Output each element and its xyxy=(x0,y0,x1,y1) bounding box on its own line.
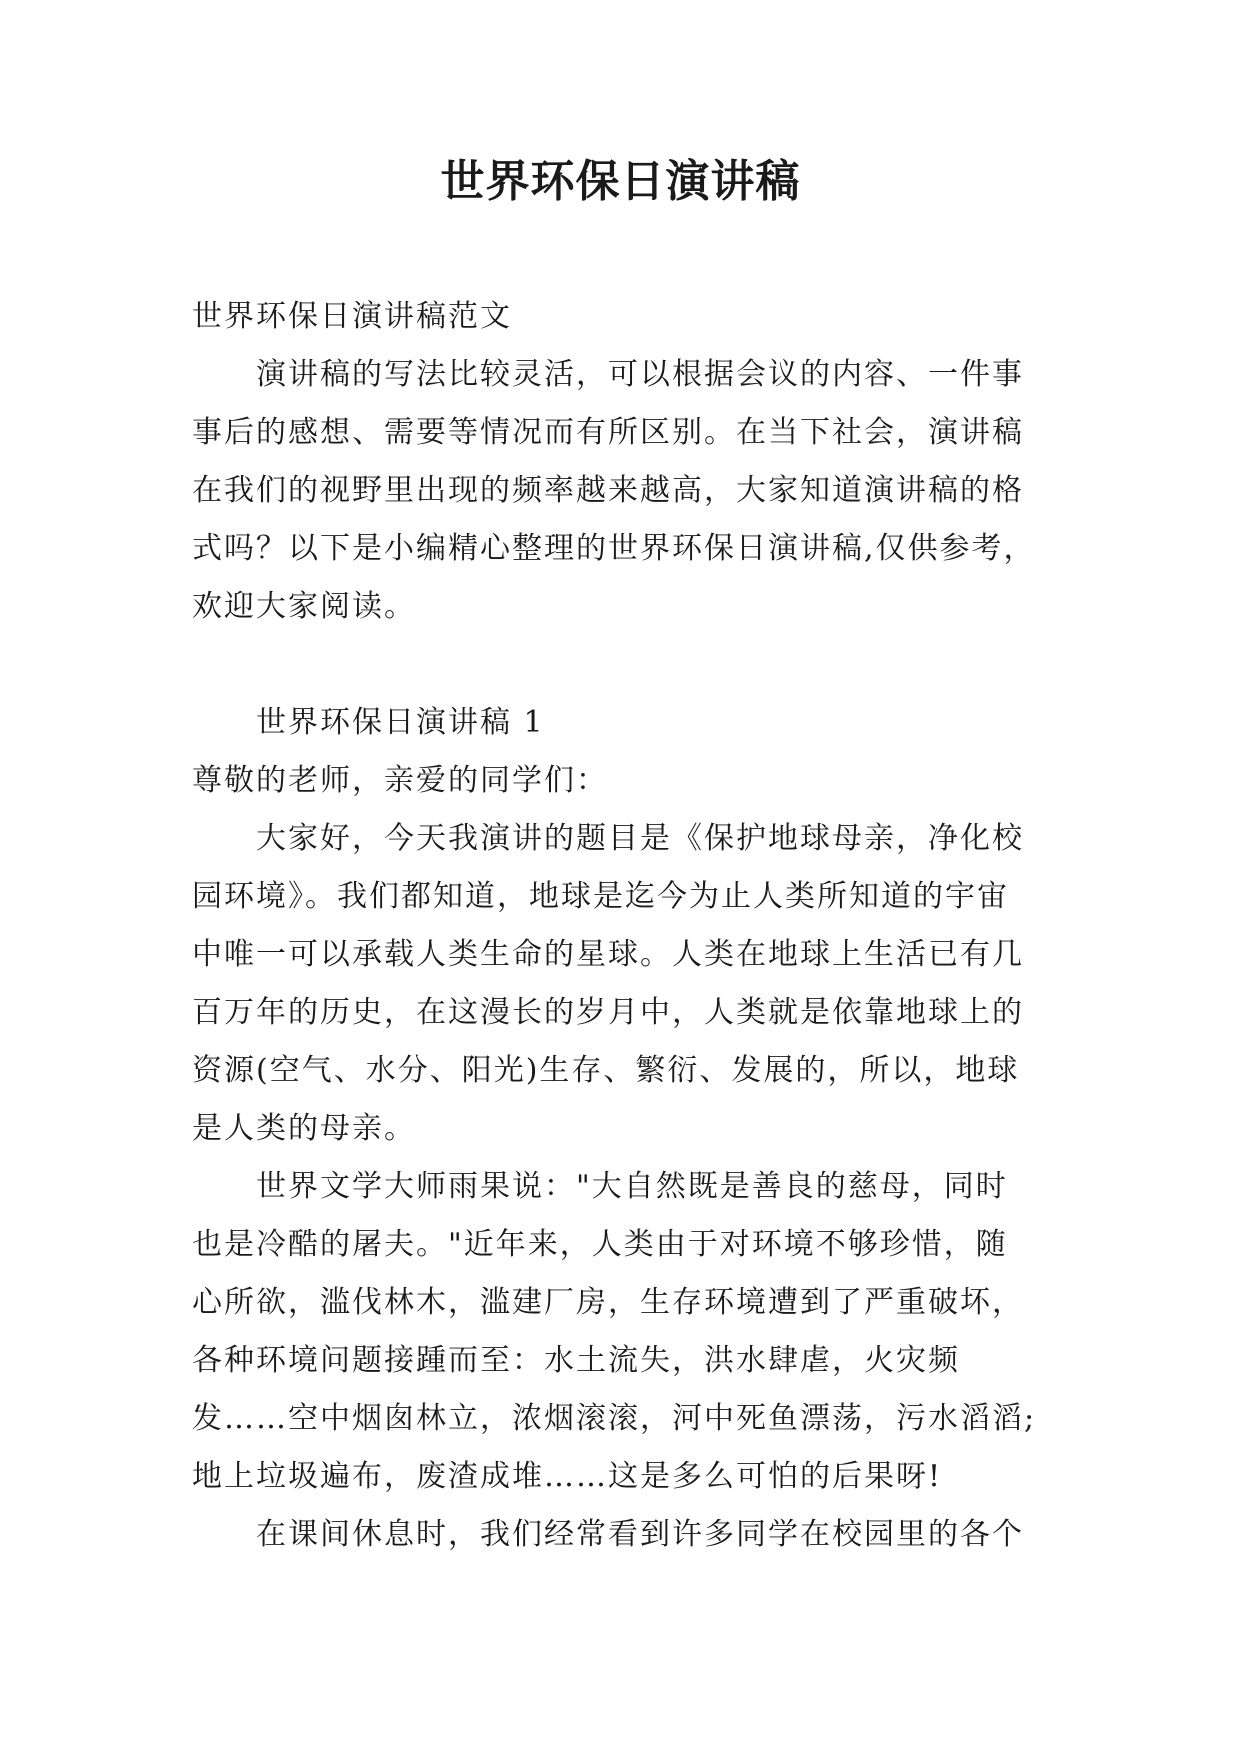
document-body xyxy=(192,288,1062,1564)
paragraph-line: 发……空中烟囱林立，浓烟滚滚，河中死鱼漂荡，污水滔滔; xyxy=(192,1401,1037,1436)
paragraph-line: 也是冷酷的屠夫。"近年来，人类由于对环境不够珍惜，随 xyxy=(192,1227,1008,1262)
document-subtitle: 世界环保日演讲稿范文 xyxy=(192,299,512,334)
salutation: 尊敬的老师，亲爱的同学们： xyxy=(192,763,608,798)
paragraph-line: 心所欲，滥伐林木，滥建厂房，生存环境遭到了严重破坏， xyxy=(192,1285,1024,1320)
paragraph-line: 欢迎大家阅读。 xyxy=(192,589,416,624)
paragraph-line: 中唯一可以承载人类生命的星球。人类在地球上生活已有几 xyxy=(192,937,1024,972)
paragraph-line: 世界文学大师雨果说："大自然既是善良的慈母，同时 xyxy=(256,1169,1008,1204)
paragraph-3 xyxy=(192,1506,1062,1564)
intro-paragraph xyxy=(192,346,1062,636)
section-heading: 世界环保日演讲稿 1 xyxy=(256,705,545,740)
paragraph-line: 事后的感想、需要等情况而有所区别。在当下社会，演讲稿 xyxy=(192,415,1024,450)
paragraph-line: 资源(空气、水分、阳光)生存、繁衍、发展的，所以，地球 xyxy=(192,1053,1020,1088)
blank-line xyxy=(192,636,1062,694)
paragraph-2 xyxy=(192,1158,1062,1506)
paragraph-line: 在课间休息时，我们经常看到许多同学在校园里的各个 xyxy=(256,1517,1024,1552)
paragraph-line: 地上垃圾遍布，废渣成堆……这是多么可怕的后果呀! xyxy=(192,1459,943,1494)
paragraph-line: 式吗？以下是小编精心整理的世界环保日演讲稿,仅供参考， xyxy=(192,531,1036,566)
paragraph-line: 在我们的视野里出现的频率越来越高，大家知道演讲稿的格 xyxy=(192,473,1024,508)
document-title: 世界环保日演讲稿 xyxy=(440,156,801,207)
paragraph-line: 园环境》。我们都知道，地球是迄今为止人类所知道的宇宙 xyxy=(192,879,1009,914)
paragraph-line: 大家好，今天我演讲的题目是《保护地球母亲，净化校 xyxy=(256,821,1024,856)
paragraph-line: 各种环境问题接踵而至：水土流失，洪水肆虐，火灾频 xyxy=(192,1343,960,1378)
paragraph-line: 演讲稿的写法比较灵活，可以根据会议的内容、一件事 xyxy=(256,357,1024,392)
paragraph-1 xyxy=(192,810,1062,1158)
paragraph-line: 是人类的母亲。 xyxy=(192,1111,416,1146)
paragraph-line: 百万年的历史，在这漫长的岁月中，人类就是依靠地球上的 xyxy=(192,995,1024,1030)
